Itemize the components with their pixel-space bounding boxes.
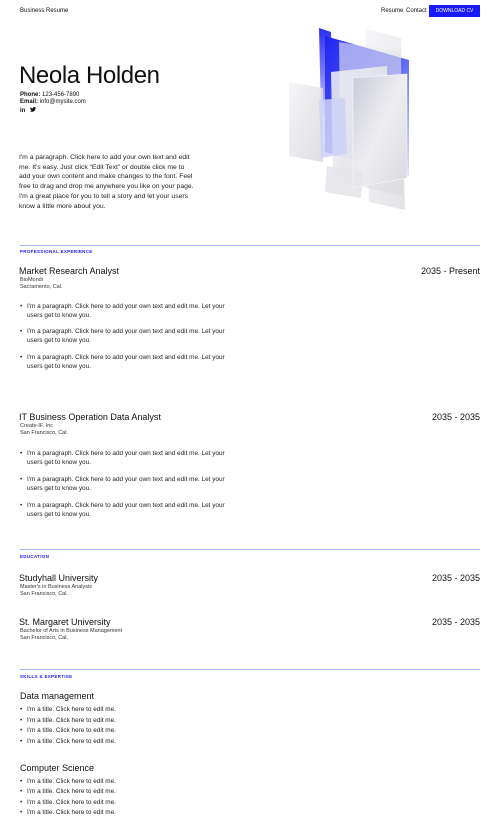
bullet-text: I'm a paragraph. Click here to add your own text and edit me. Let your users get to know you. (27, 450, 225, 467)
phone-value: 123-456-7890 (42, 92, 80, 98)
job-bullet (20, 327, 240, 345)
skills-section-title: SKILLS & EXPERTISE (20, 674, 73, 679)
skill-item-text: I'm a title. Click here to edit me. (27, 788, 116, 795)
skill-item (20, 727, 116, 734)
skill-item-text: I'm a title. Click here to edit me. (27, 727, 116, 734)
bullet-dot: • (20, 354, 23, 361)
job-bullet (20, 302, 240, 320)
bullet-text: I'm a paragraph. Click here to add your own text and edit me. Let your users get to know you. (27, 354, 225, 371)
school-location: San Francisco, Cal. (20, 591, 68, 597)
bullet-dot: • (20, 809, 23, 816)
job-location: San Francisco, Cal. (20, 430, 68, 436)
bullet-text: I'm a paragraph. Click here to add your own text and edit me. Let your users get to know you. (27, 328, 225, 345)
download-cv-button[interactable]: DOWNLOAD CV (429, 5, 480, 17)
bullet-dot: • (20, 717, 23, 724)
school-degree: Master's in Business Analysis (20, 584, 92, 590)
job-company: BioMondi (20, 277, 43, 283)
social-links (20, 107, 39, 114)
bullet-dot: • (20, 799, 23, 806)
bullet-dot: • (20, 328, 23, 335)
email-line (20, 99, 86, 105)
skill-item-text: I'm a title. Click here to edit me. (27, 717, 116, 724)
bullet-text: I'm a paragraph. Click here to add your own text and edit me. Let your users get to know you. (27, 502, 225, 519)
hero-glass-artwork (283, 26, 423, 216)
section-divider (20, 669, 480, 670)
school-dates: 2035 - 2035 (431, 573, 480, 583)
job-bullet (20, 449, 240, 467)
twitter-icon[interactable] (30, 108, 36, 114)
school-location: San Francisco, Cal. (20, 635, 68, 641)
nav-contact-link[interactable]: Contact (406, 8, 427, 14)
job-title: IT Business Operation Data Analyst (19, 412, 161, 422)
skill-item-text: I'm a title. Click here to edit me. (27, 778, 116, 785)
skill-item (20, 738, 116, 745)
bullet-text: I'm a paragraph. Click here to add your own text and edit me. Let your users get to know you. (27, 303, 225, 320)
bullet-dot: • (20, 502, 23, 509)
skill-item (20, 778, 116, 785)
bullet-dot: • (20, 303, 23, 310)
skill-item (20, 788, 116, 795)
job-bullet (20, 475, 240, 493)
school-name: St. Margaret University (19, 617, 111, 627)
school-name: Studyhall University (19, 573, 99, 583)
job-dates: 2035 - Present (420, 266, 480, 276)
skill-group-heading: Data management (20, 691, 95, 701)
bullet-dot: • (20, 738, 23, 745)
nav-resume-link[interactable]: Resume (381, 8, 404, 14)
experience-section-title: PROFESSIONAL EXPERIENCE (20, 249, 93, 254)
intro-paragraph: I'm a paragraph. Click here to add your own text and edit me. It's easy. Just click “Edit Text” or double click me to add your own content and make changes to the font. Feel free to drag and drop me anywhere you like on your page. I'm a great place for you to tell a story and let your users know a little more about you. (19, 154, 194, 210)
section-divider (20, 245, 480, 246)
profile-name: Neola Holden (19, 62, 160, 89)
education-section-title: EDUCATION (20, 554, 50, 559)
school-degree: Bachelor of Arts in Business Management (20, 628, 123, 634)
skill-item (20, 799, 116, 806)
bullet-dot: • (20, 727, 23, 734)
skill-item (20, 717, 116, 724)
phone-line (20, 92, 79, 98)
bullet-dot: • (20, 476, 23, 483)
school-dates: 2035 - 2035 (431, 617, 480, 627)
linkedin-icon[interactable]: in (20, 107, 26, 114)
skill-item-text: I'm a title. Click here to edit me. (27, 809, 116, 816)
skill-group-heading: Computer Science (20, 763, 95, 773)
job-dates: 2035 - 2035 (431, 412, 480, 422)
email-value[interactable]: info@mysite.com (39, 99, 86, 105)
job-bullet (20, 353, 240, 371)
bullet-text: I'm a paragraph. Click here to add your own text and edit me. Let your users get to know you. (27, 476, 225, 493)
bullet-dot: • (20, 706, 23, 713)
phone-label: Phone: (20, 92, 41, 98)
job-company: Create-IF. Inc (20, 423, 54, 429)
bullet-dot: • (20, 450, 23, 457)
section-divider (20, 549, 480, 550)
job-title: Market Research Analyst (19, 266, 120, 276)
skill-item-text: I'm a title. Click here to edit me. (27, 706, 116, 713)
email-label: Email: (20, 99, 39, 105)
skill-item (20, 706, 116, 713)
bullet-dot: • (20, 778, 23, 785)
skill-item-text: I'm a title. Click here to edit me. (27, 799, 116, 806)
job-bullet (20, 501, 240, 519)
job-location: Sacramento, Cal. (20, 284, 63, 290)
site-brand[interactable]: Business Resume (20, 8, 69, 14)
skill-item-text: I'm a title. Click here to edit me. (27, 738, 116, 745)
skill-item (20, 809, 116, 816)
bullet-dot: • (20, 788, 23, 795)
